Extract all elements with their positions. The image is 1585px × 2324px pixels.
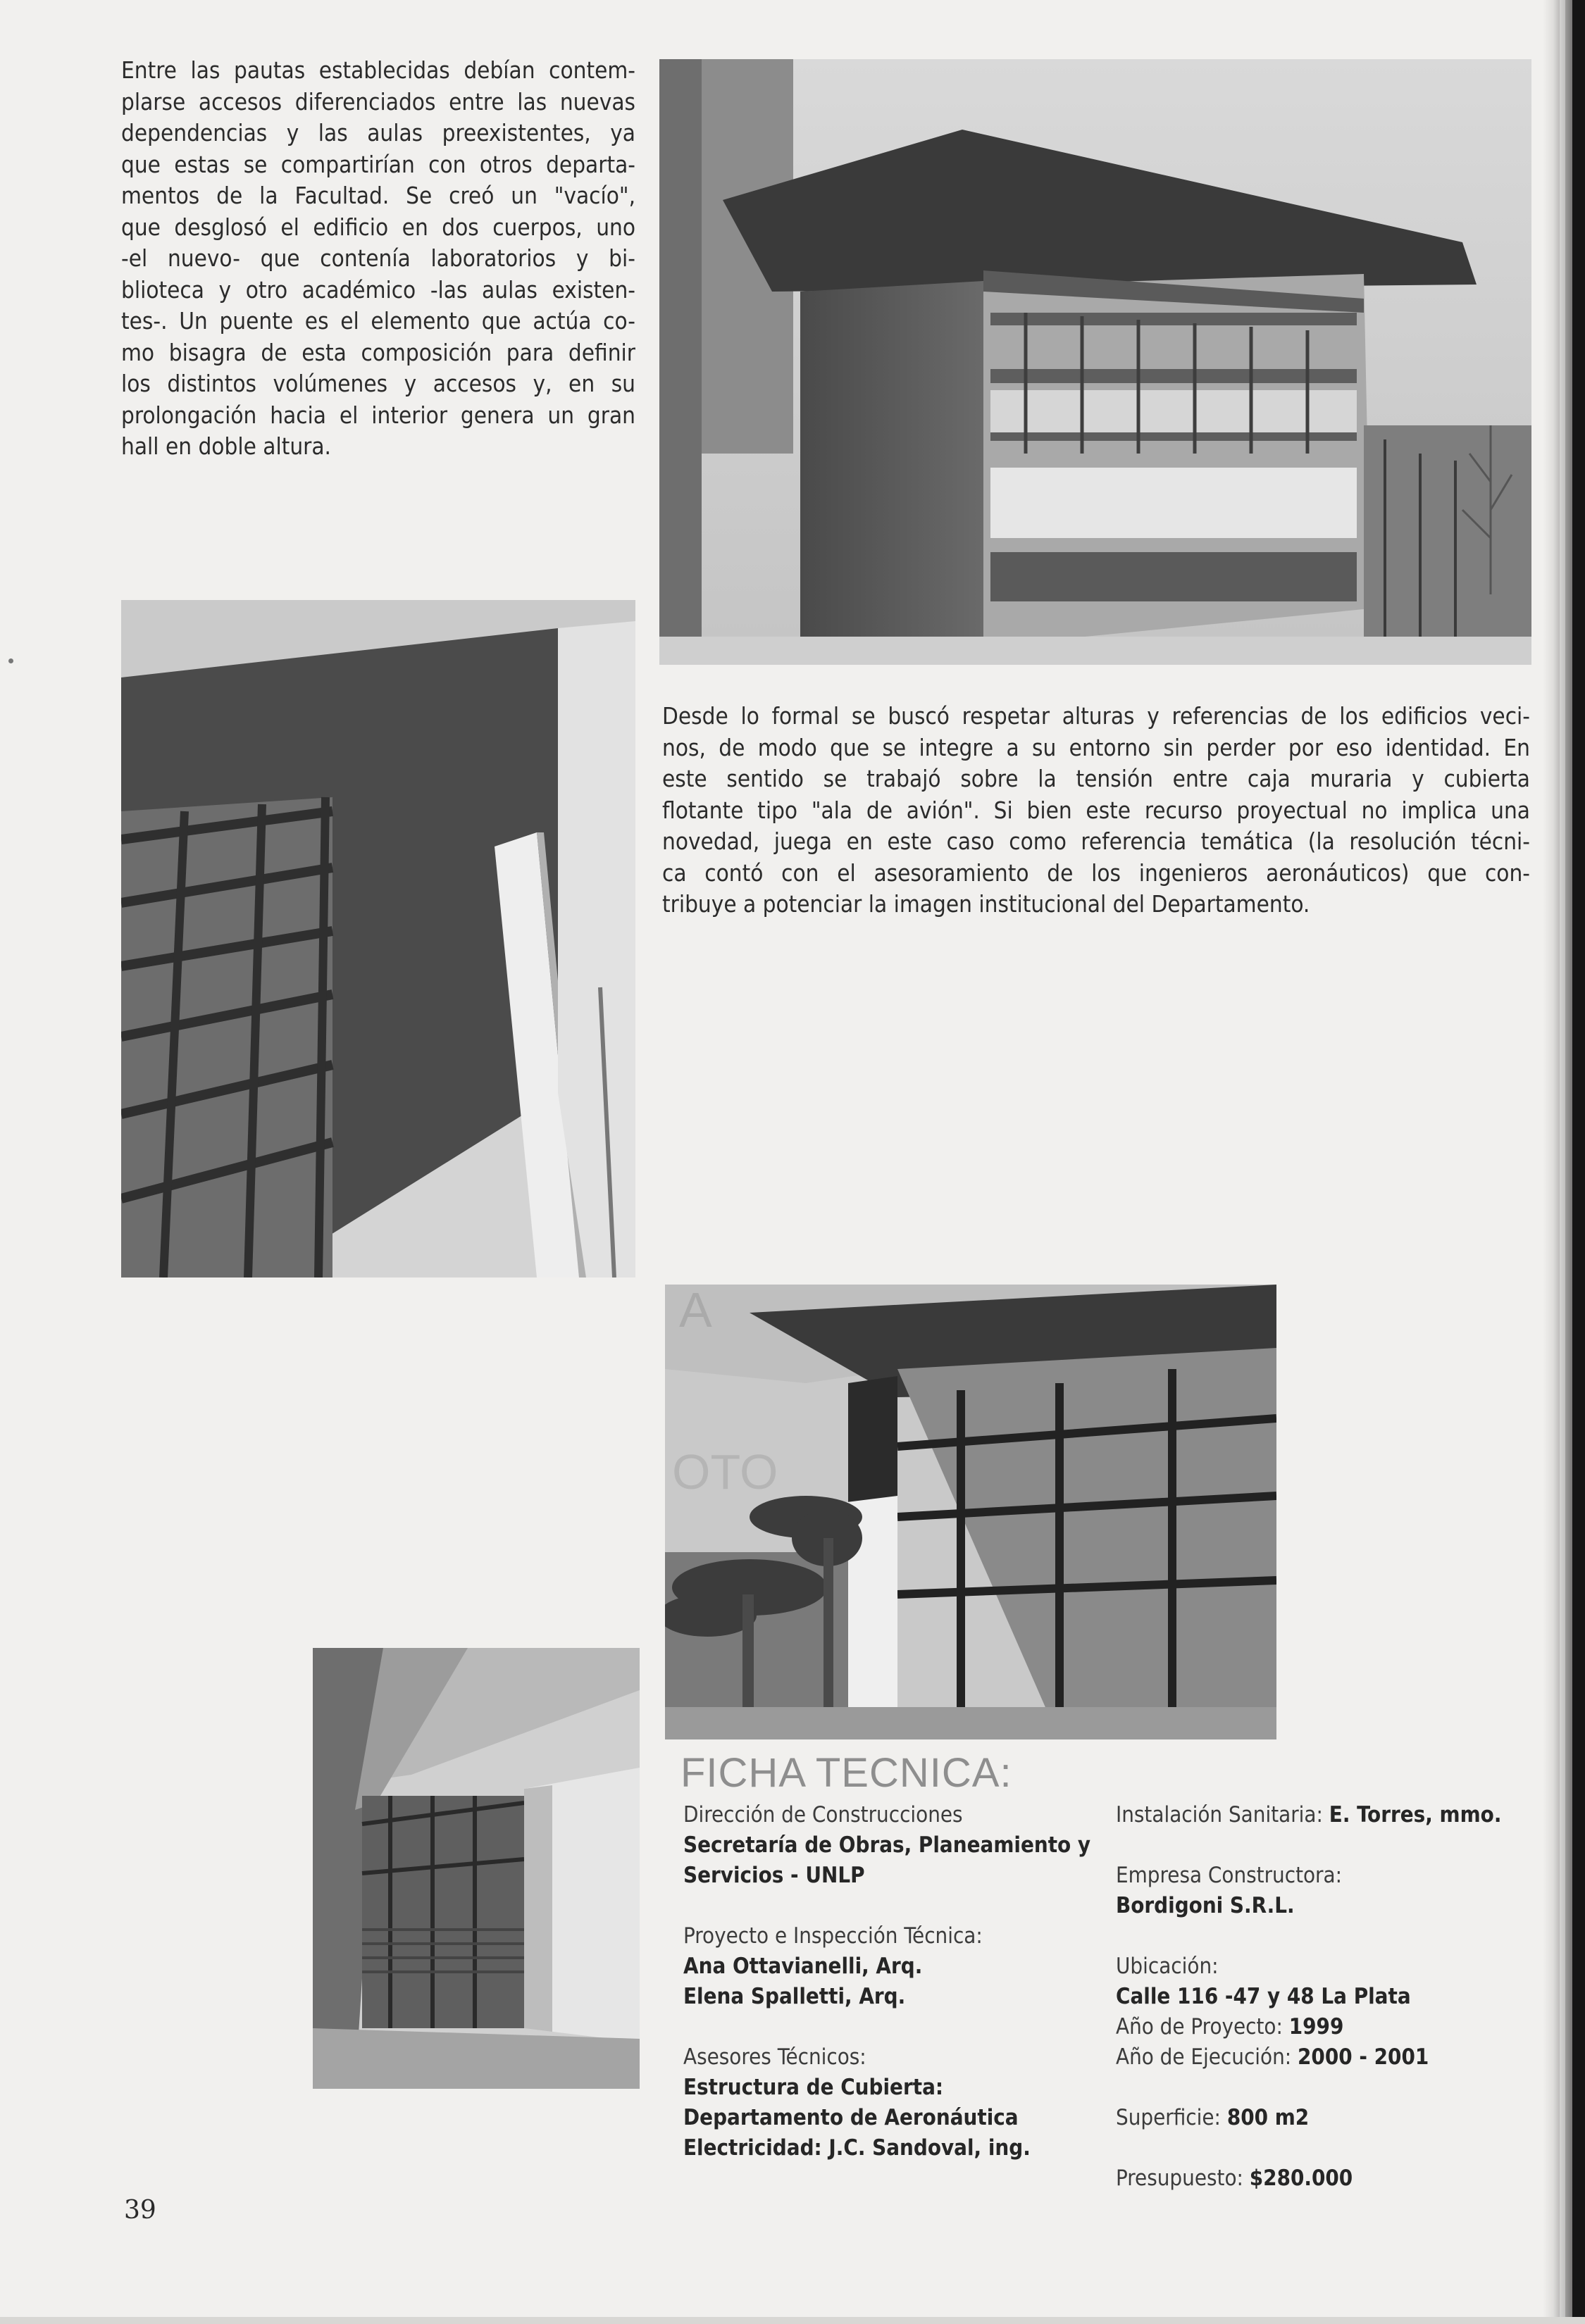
- anio-ejecucion-line: [1116, 2042, 1539, 2073]
- presupuesto-line: [1116, 2163, 1539, 2194]
- article-left-line: -el nuevo- que contenía laboratorios y bi-: [121, 244, 635, 272]
- article-right-line: flotante tipo "ala de avión". Si bien este recurso proyectual no implica una: [662, 796, 1530, 824]
- article-left-line: Entre las pautas establecidas debían contem-: [121, 56, 635, 84]
- article-left-line: los distintos volúmenes y accesos y, en su: [121, 370, 635, 397]
- article-left-line: que desglosó el edificio en dos cuerpos, uno: [121, 213, 635, 241]
- page-bottom-edge: [0, 2317, 1585, 2324]
- proyecto-person-1: Ana Ottavianelli, Arq.: [683, 1954, 923, 1979]
- ubicacion-label: Ubicación:: [1116, 1954, 1219, 1979]
- article-left-line: blioteca y otro académico -las aulas existen-: [121, 275, 635, 304]
- estructura-label: Estructura de Cubierta:: [683, 2075, 944, 2100]
- book-spine-edge: [1572, 0, 1585, 2324]
- margin-dot: [8, 658, 13, 663]
- estructura-value: Departamento de Aeronáutica: [683, 2105, 1019, 2130]
- article-left-line: hall en doble altura.: [121, 432, 331, 460]
- asesores-label: Asesores Técnicos:: [683, 2044, 866, 2070]
- ficha-column-left: [683, 1800, 1106, 2163]
- photo-building-exterior: [659, 59, 1531, 665]
- ubicacion-value: Calle 116 -47 y 48 La Plata: [1116, 1984, 1411, 2009]
- sanitaria-value: E. Torres, mmo.: [1329, 1802, 1502, 1828]
- photo-palms-frame: [665, 1285, 1276, 1739]
- proyecto-person-2: Elena Spalletti, Arq.: [683, 1984, 906, 2009]
- svg-text:A: A: [679, 1285, 712, 1337]
- presupuesto-value: $280.000: [1249, 2166, 1353, 2191]
- superficie-label: Superficie:: [1116, 2105, 1227, 2130]
- article-right-line: novedad, juega en este caso como referencia temática (la resolución técni-: [662, 827, 1530, 855]
- photo-canopy-below: [121, 600, 635, 1277]
- direccion-line-1: Dirección de Construcciones: [683, 1802, 963, 1828]
- book-spine-highlight: [1560, 0, 1565, 2324]
- article-right-line: tribuye a potenciar la imagen institucional del Departamento.: [662, 890, 1310, 918]
- empresa-label: Empresa Constructora:: [1116, 1863, 1343, 1888]
- ficha-column-right: [1116, 1800, 1539, 2194]
- article-right-line: ca contó con el asesoramiento de los ingenieros aeronáuticos) que con-: [662, 858, 1530, 887]
- sanitaria-line: [1116, 1800, 1539, 1830]
- photo-interior-hall: [313, 1648, 640, 2089]
- anio-proyecto-line: [1116, 2012, 1539, 2042]
- article-right-line: este sentido se trabajó sobre la tensión entre caja muraria y cubierta: [662, 765, 1530, 792]
- article-left-line: mo bisagra de esta composición para definir: [121, 338, 635, 366]
- anio-ejecucion-value: 2000 - 2001: [1298, 2044, 1429, 2070]
- svg-text:OTO: OTO: [672, 1444, 778, 1499]
- direccion-line-2: Secretaría de Obras, Planeamiento y: [683, 1832, 1091, 1858]
- electricidad-line: Electricidad: J.C. Sandoval, ing.: [683, 2135, 1031, 2161]
- anio-ejecucion-label: Año de Ejecución:: [1116, 2044, 1298, 2070]
- article-left-line: mentos de la Facultad. Se creó un "vacío",: [121, 182, 635, 209]
- page-number: 39: [124, 2196, 156, 2225]
- article-text-left: [121, 55, 635, 463]
- article-left-line: que estas se compartirían con otros departa-: [121, 150, 635, 178]
- article-left-line: prolongación hacia el interior genera un gran: [121, 401, 635, 429]
- article-right-line: Desde lo formal se buscó respetar alturas y referencias de los edificios veci-: [662, 702, 1530, 730]
- superficie-value: 800 m2: [1226, 2105, 1310, 2130]
- ficha-title: FICHA TECNICA:: [680, 1750, 1012, 1796]
- article-left-line: dependencias y las aulas preexistentes, ya: [121, 119, 635, 146]
- superficie-line: [1116, 2103, 1539, 2133]
- article-text-right: [662, 701, 1530, 920]
- article-left-line: tes-. Un puente es el elemento que actúa co-: [121, 307, 635, 335]
- direccion-line-3: Servicios - UNLP: [683, 1863, 865, 1888]
- article-right-line: nos, de modo que se integre a su entorno sin perder por eso identidad. En: [662, 733, 1530, 761]
- proyecto-label: Proyecto e Inspección Técnica:: [683, 1923, 983, 1949]
- article-left-line: plarse accesos diferenciados entre las nuevas: [121, 87, 635, 115]
- anio-proyecto-value: 1999: [1288, 2014, 1344, 2039]
- empresa-value: Bordigoni S.R.L.: [1116, 1893, 1295, 1918]
- sanitaria-label: Instalación Sanitaria:: [1116, 1802, 1329, 1828]
- anio-proyecto-label: Año de Proyecto:: [1116, 2014, 1289, 2039]
- presupuesto-label: Presupuesto:: [1116, 2166, 1250, 2191]
